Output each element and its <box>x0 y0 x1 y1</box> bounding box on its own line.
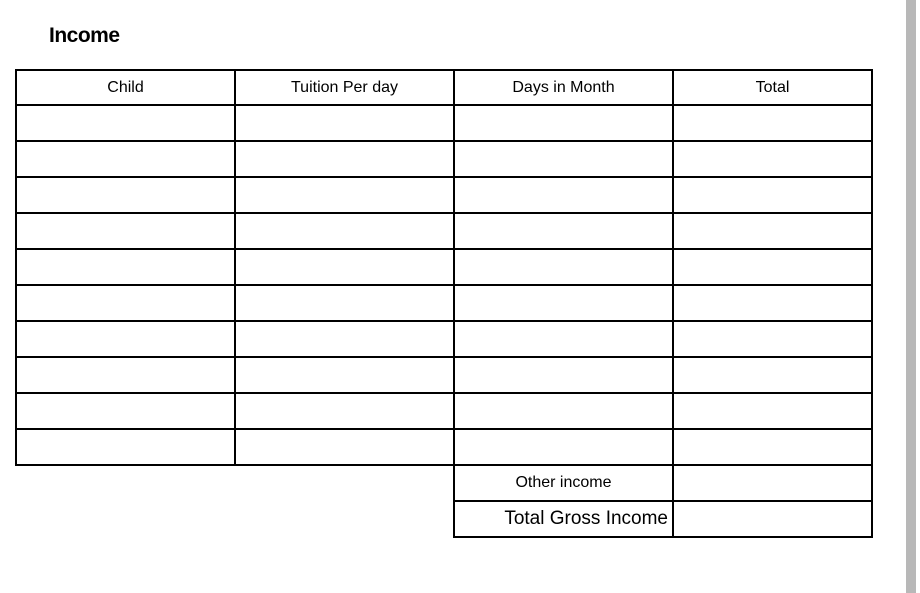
child-cell[interactable] <box>16 357 235 393</box>
total-cell[interactable] <box>673 141 872 177</box>
total-cell[interactable] <box>673 213 872 249</box>
other-income-label: Other income <box>454 465 673 501</box>
tuition-cell[interactable] <box>235 105 454 141</box>
days-cell[interactable] <box>454 321 673 357</box>
tuition-cell[interactable] <box>235 141 454 177</box>
tuition-cell[interactable] <box>235 321 454 357</box>
child-cell[interactable] <box>16 177 235 213</box>
days-cell[interactable] <box>454 429 673 465</box>
tuition-cell[interactable] <box>235 429 454 465</box>
header-tuition: Tuition Per day <box>235 70 454 105</box>
total-cell[interactable] <box>673 357 872 393</box>
child-cell[interactable] <box>16 393 235 429</box>
total-gross-row <box>16 501 872 537</box>
days-cell[interactable] <box>454 213 673 249</box>
total-gross-label: Total Gross Income <box>454 501 673 537</box>
total-cell[interactable] <box>673 105 872 141</box>
header-row <box>16 70 872 105</box>
table-row <box>16 105 872 141</box>
income-table <box>15 69 873 538</box>
tuition-cell[interactable] <box>235 285 454 321</box>
days-cell[interactable] <box>454 105 673 141</box>
table-row <box>16 177 872 213</box>
table-row <box>16 429 872 465</box>
child-cell[interactable] <box>16 321 235 357</box>
table-row <box>16 213 872 249</box>
days-cell[interactable] <box>454 249 673 285</box>
tuition-cell[interactable] <box>235 393 454 429</box>
blank <box>16 465 454 501</box>
other-income-row <box>16 465 872 501</box>
total-gross-cell[interactable] <box>673 501 872 537</box>
child-cell[interactable] <box>16 141 235 177</box>
tuition-cell[interactable] <box>235 357 454 393</box>
scrollbar[interactable] <box>906 0 916 593</box>
header-child: Child <box>16 70 235 105</box>
section-heading: Income <box>49 24 120 47</box>
table-row <box>16 249 872 285</box>
total-cell[interactable] <box>673 321 872 357</box>
tuition-cell[interactable] <box>235 213 454 249</box>
table-row <box>16 357 872 393</box>
days-cell[interactable] <box>454 285 673 321</box>
total-cell[interactable] <box>673 285 872 321</box>
child-cell[interactable] <box>16 429 235 465</box>
tuition-cell[interactable] <box>235 249 454 285</box>
child-cell[interactable] <box>16 213 235 249</box>
child-cell[interactable] <box>16 105 235 141</box>
child-cell[interactable] <box>16 249 235 285</box>
total-cell[interactable] <box>673 393 872 429</box>
days-cell[interactable] <box>454 141 673 177</box>
total-cell[interactable] <box>673 177 872 213</box>
other-income-cell[interactable] <box>673 465 872 501</box>
header-total: Total <box>673 70 872 105</box>
table-row <box>16 285 872 321</box>
table-row <box>16 141 872 177</box>
days-cell[interactable] <box>454 177 673 213</box>
days-cell[interactable] <box>454 357 673 393</box>
days-cell[interactable] <box>454 393 673 429</box>
table-row <box>16 393 872 429</box>
table-row <box>16 321 872 357</box>
total-cell[interactable] <box>673 429 872 465</box>
header-days: Days in Month <box>454 70 673 105</box>
child-cell[interactable] <box>16 285 235 321</box>
tuition-cell[interactable] <box>235 177 454 213</box>
blank <box>16 501 454 537</box>
total-cell[interactable] <box>673 249 872 285</box>
